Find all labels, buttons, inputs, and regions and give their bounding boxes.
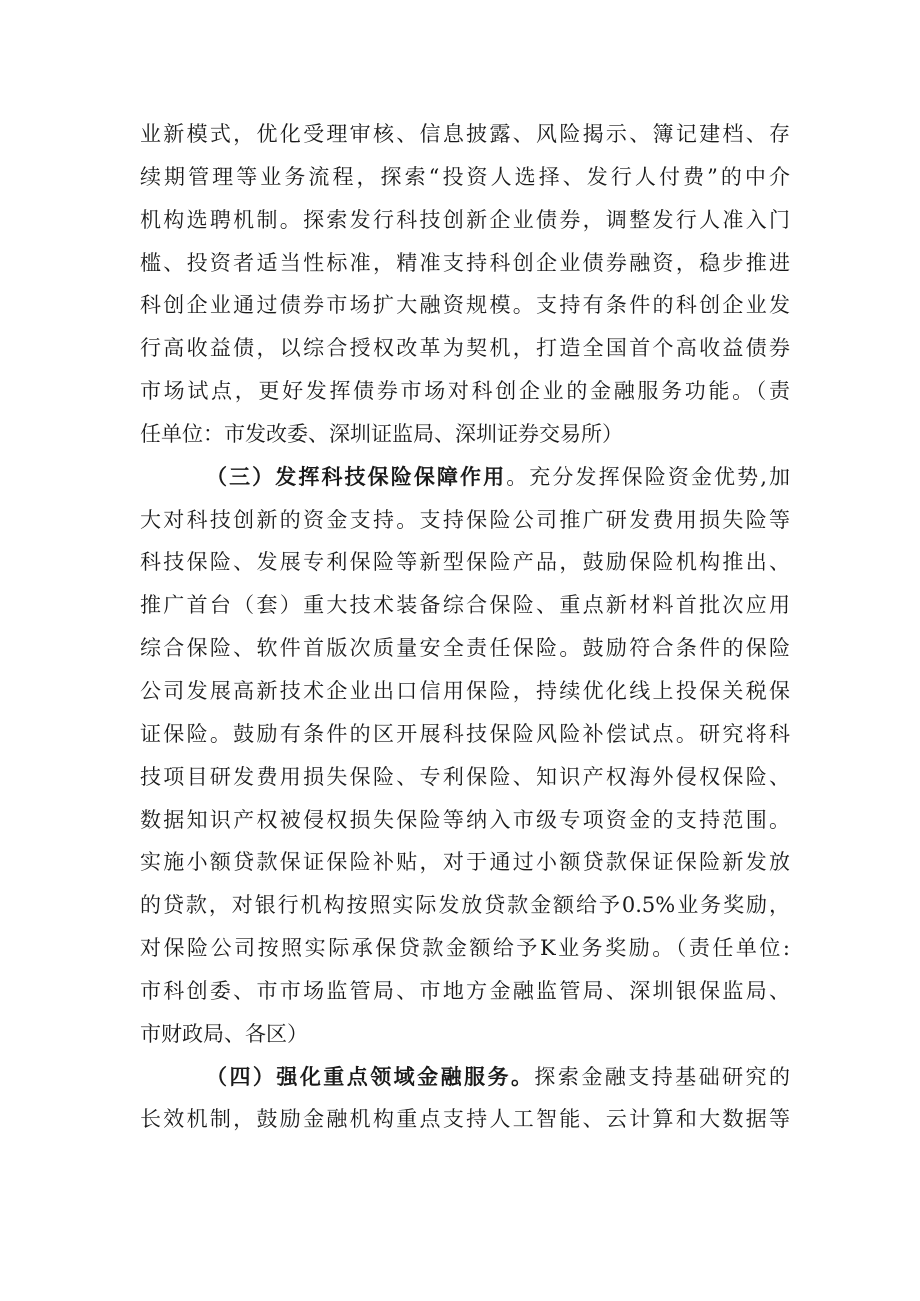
paragraph-line: 行高收益债，以综合授权改革为契机，打造全国首个高收益债券 <box>140 336 790 361</box>
paragraph-line: 槛、投资者适当性标准，精准支持科创企业债券融资，稳步推进 <box>140 250 790 275</box>
paragraph-line: 市场试点，更好发挥债券市场对科创企业的金融服务功能。（责 <box>140 379 790 404</box>
paragraph-line: 的贷款，对银行机构按照实际发放贷款金额给予0.5%业务奖励， <box>140 893 790 918</box>
paragraph-line: 任单位：市发改委、深圳证监局、深圳证券交易所） <box>140 421 623 446</box>
paragraph-line: 技项目研发费用损失保险、专利保险、知识产权海外侵权保险、 <box>140 764 790 789</box>
paragraph-line: 证保险。鼓励有条件的区开展科技保险风险补偿试点。研究将科 <box>140 721 790 746</box>
paragraph-line: 科创企业通过债券市场扩大融资规模。支持有条件的科创企业发 <box>140 293 790 318</box>
paragraph-line: 业新模式，优化受理审核、信息披露、风险揭示、簿记建档、存 <box>140 122 790 146</box>
section-four-heading: （四）强化重点领域金融服务。 <box>206 1064 535 1089</box>
paragraph-line: 综合保险、软件首版次质量安全责任保险。鼓励符合条件的保险 <box>140 636 790 661</box>
paragraph-line: 推广首台（套）重大技术装备综合保险、重点新材料首批次应用 <box>140 593 790 618</box>
section-three-first-line <box>140 456 790 499</box>
section-three-lead-text: 。充分发挥保险资金优势,加 <box>506 464 790 489</box>
paragraph-line: 对保险公司按照实际承保贷款金额给予K业务奖励。（责任单位: <box>140 936 790 961</box>
section-four-lead-text: 探索金融支持基础研究的 <box>534 1064 791 1089</box>
paragraph-line: 市科创委、市市场监管局、市地方金融监管局、深圳银保监局、 <box>140 978 790 1003</box>
section-four-first-line <box>140 1056 790 1099</box>
paragraph-line: 公司发展高新技术企业出口信用保险，持续优化线上投保关税保 <box>140 678 790 703</box>
paragraph-line: 实施小额贷款保证保险补贴，对于通过小额贷款保证保险新发放 <box>140 850 790 875</box>
paragraph-line: 数据知识产权被侵权损失保险等纳入市级专项资金的支持范围。 <box>140 807 790 832</box>
document-page <box>140 113 790 1141</box>
section-three-heading: （三）发挥科技保险保障作用 <box>206 464 507 489</box>
paragraph-line: 机构选聘机制。探索发行科技创新企业债券，调整发行人准入门 <box>140 207 790 232</box>
paragraph-line: 大对科技创新的资金支持。支持保险公司推广研发费用损失险等 <box>140 507 790 532</box>
paragraph-line: 续期管理等业务流程，探索“投资人选择、发行人付费”的中介 <box>140 164 790 189</box>
paragraph-line: 长效机制，鼓励金融机构重点支持人工智能、云计算和大数据等 <box>140 1107 790 1132</box>
paragraph-line: 市财政局、各区） <box>140 1021 308 1046</box>
paragraph-line: 科技保险、发展专利保险等新型保险产品，鼓励保险机构推出、 <box>140 550 790 575</box>
